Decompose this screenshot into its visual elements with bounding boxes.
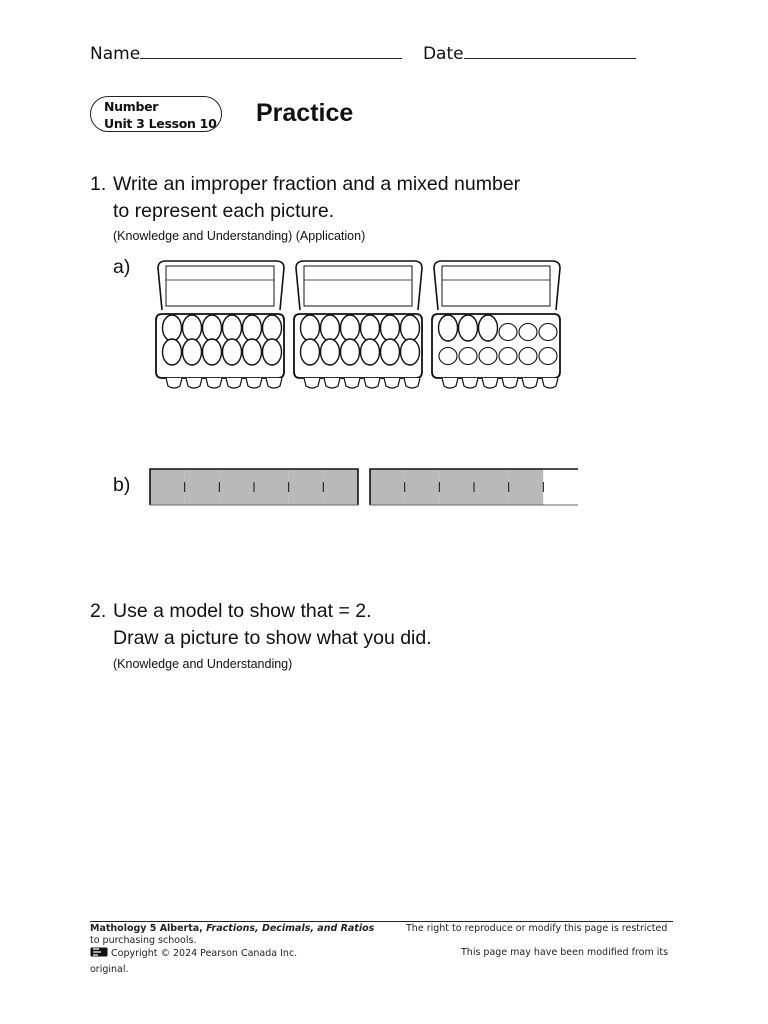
shaded-part [439,469,474,505]
egg [341,315,360,341]
question-1-line1: Write an improper fraction and a mixed number [113,173,521,195]
carton-foot [442,378,458,388]
carton-foot [186,378,202,388]
fraction-bars-picture [148,467,578,507]
question-2-categories: (Knowledge and Understanding) [113,657,293,671]
footer-rights-cont: to purchasing schools. [90,935,197,946]
carton-foot [166,378,182,388]
footer-book-title: Fractions, Decimals, and Ratios [206,923,375,934]
empty-cup [499,348,517,365]
shaded-part [289,469,324,505]
shaded-part [405,469,440,505]
carton-foot [404,378,420,388]
name-blank[interactable] [140,44,402,59]
empty-cup [519,348,537,365]
carton-foot [304,378,320,388]
carton-foot [542,378,558,388]
egg [203,315,222,341]
badge-strand: Number [104,99,159,114]
empty-cup [439,348,457,365]
name-label: Name [90,44,141,64]
egg [243,315,262,341]
page-title: Practice [256,99,354,127]
empty-cup [519,324,537,341]
unit-badge [90,96,222,132]
footer-rule [90,921,673,922]
pearson-logo-icon [90,947,108,957]
shaded-part [219,469,254,505]
egg [223,315,242,341]
footer-copyright-line [90,947,297,960]
question-2-number: 2. [90,600,107,622]
carton-foot [226,378,242,388]
shaded-part [323,469,358,505]
egg [301,315,320,341]
egg [361,315,380,341]
empty-cup [499,324,517,341]
badge-lesson: Unit 3 Lesson 10 [104,116,217,131]
shaded-part [509,469,544,505]
egg [183,339,202,365]
egg [439,315,458,341]
egg [301,339,320,365]
empty-cup [539,324,557,341]
carton-foot [206,378,222,388]
egg [263,315,282,341]
shaded-part [474,469,509,505]
question-1-number: 1. [90,173,107,195]
egg [321,339,340,365]
empty-cup [479,348,497,365]
carton-foot [482,378,498,388]
carton-foot [364,378,380,388]
egg [361,339,380,365]
egg [203,339,222,365]
egg-cartons-picture [150,258,580,392]
egg [479,315,498,341]
egg [381,315,400,341]
unshaded-part [543,469,578,505]
carton-foot [502,378,518,388]
shaded-part [185,469,220,505]
footer-book [90,923,374,935]
name-date-line [90,44,636,64]
footer-book-series: Mathology 5 Alberta, [90,923,207,934]
egg [401,315,420,341]
carton-foot [522,378,538,388]
carton-foot [462,378,478,388]
footer-modified-end: original. [90,964,129,975]
carton-lid [158,261,284,310]
egg [459,315,478,341]
shaded-part [254,469,289,505]
question-1-categories: (Knowledge and Understanding) (Application) [113,229,366,243]
egg [321,315,340,341]
egg [183,315,202,341]
question-2-line1: Use a model to show that = 2. [113,600,372,622]
date-blank[interactable] [464,44,636,59]
carton-foot [324,378,340,388]
carton-foot [246,378,262,388]
carton-foot [266,378,282,388]
date-label: Date [422,44,464,64]
egg [223,339,242,365]
footer-modified: This page may have been modified from its [461,947,669,958]
egg [163,315,182,341]
part-a-label: a) [113,256,131,278]
shaded-part [150,469,185,505]
carton-lid [296,261,422,310]
carton-foot [384,378,400,388]
footer-rights: The right to reproduce or modify this page is restricted [406,923,668,934]
empty-cup [539,348,557,365]
question-1-line2: to represent each picture. [113,200,335,222]
empty-cup [459,348,477,365]
question-1-text [113,171,520,225]
egg [163,339,182,365]
egg [341,339,360,365]
egg [401,339,420,365]
question-2-text [113,598,432,652]
egg [243,339,262,365]
egg [381,339,400,365]
part-b-label: b) [113,474,131,496]
footer-copyright: Copyright © 2024 Pearson Canada Inc. [111,948,298,959]
carton-lid [434,261,560,310]
egg [263,339,282,365]
carton-foot [344,378,360,388]
shaded-part [370,469,405,505]
question-2-line2: Draw a picture to show what you did. [113,627,432,649]
